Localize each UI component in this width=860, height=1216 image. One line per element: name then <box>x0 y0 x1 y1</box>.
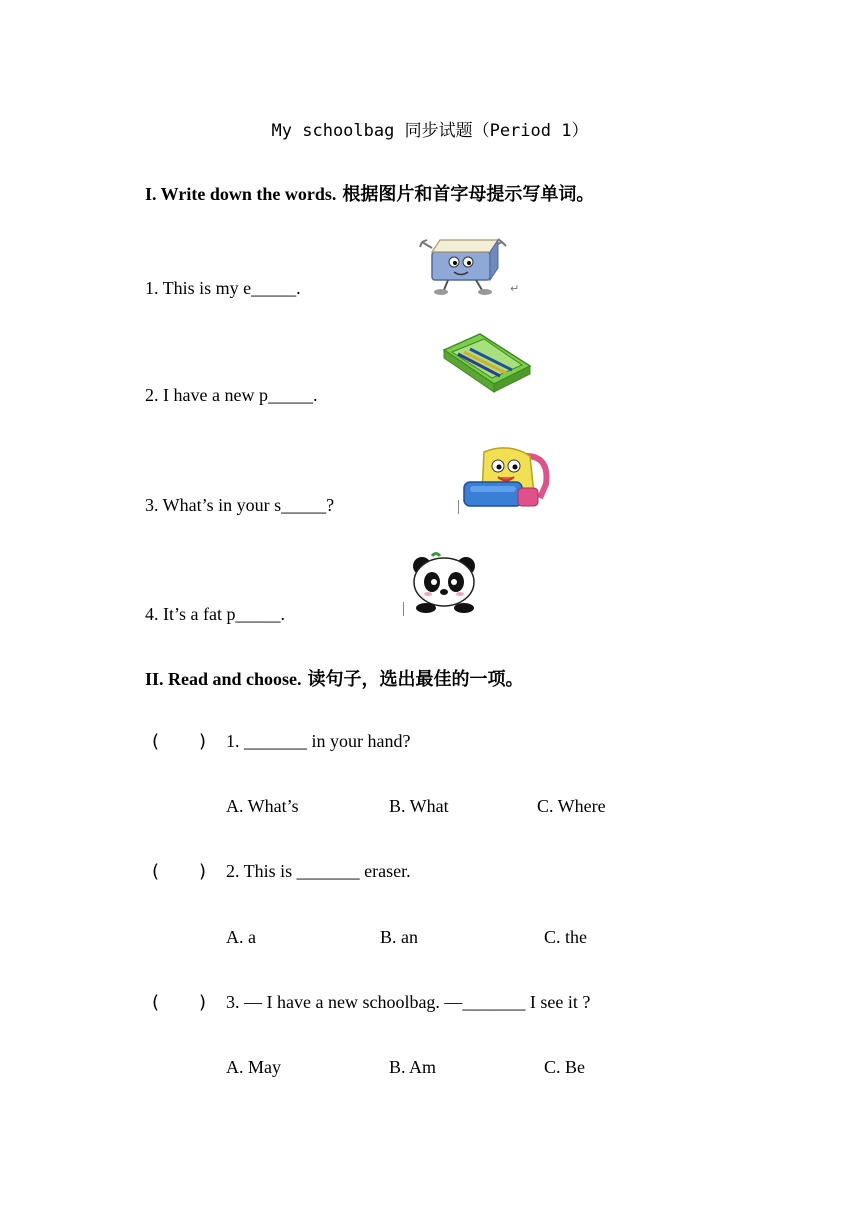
cursor-mark <box>403 602 404 616</box>
bracket-close: ) <box>199 992 207 1013</box>
answer-bracket <box>152 731 206 752</box>
return-mark-icon: ↵ <box>510 282 520 295</box>
choice-question-3: 3. — I have a new schoolbag. —_______ I see it ? <box>226 992 591 1012</box>
bracket-open: ( <box>152 731 160 752</box>
section-2-heading-cn: 读句子，选出最佳的一项。 <box>307 669 524 690</box>
choice-question-1: 1. _______ in your hand? <box>226 731 411 751</box>
section-2-heading <box>145 665 524 691</box>
option-a: A. a <box>226 927 256 947</box>
pencil-box-picture <box>440 332 532 394</box>
answer-bracket <box>152 992 206 1013</box>
write-item-1: 1. This is my e_____. <box>145 278 301 298</box>
panda-picture <box>402 552 490 614</box>
section-1-heading-en: I. Write down the words. <box>145 184 337 204</box>
cursor-mark <box>458 500 459 514</box>
bracket-close: ) <box>199 861 207 882</box>
answer-bracket <box>152 861 206 882</box>
page-title: My schoolbag 同步试题（Period 1） <box>271 121 589 141</box>
write-item-3: 3. What’s in your s_____? <box>145 495 335 515</box>
eraser-picture <box>418 234 510 296</box>
option-c: C. Be <box>544 1057 586 1077</box>
bracket-open: ( <box>152 992 160 1013</box>
option-c: C. the <box>544 927 587 947</box>
write-item-2: 2. I have a new p_____. <box>145 385 318 405</box>
option-b: B. What <box>389 796 449 816</box>
option-c: C. Where <box>537 796 606 816</box>
write-item-4: 4. It’s a fat p_____. <box>145 604 285 624</box>
bracket-close: ) <box>199 731 207 752</box>
section-2-heading-en: II. Read and choose. <box>145 669 302 689</box>
section-1-heading <box>145 180 594 206</box>
option-b: B. Am <box>389 1057 437 1077</box>
bracket-open: ( <box>152 861 160 882</box>
choice-question-2: 2. This is _______ eraser. <box>226 861 411 881</box>
option-a: A. What’s <box>226 796 299 816</box>
option-a: A. May <box>226 1057 281 1077</box>
option-b: B. an <box>380 927 418 947</box>
section-1-heading-cn: 根据图片和首字母提示写单词。 <box>342 184 595 205</box>
schoolbag-picture <box>460 444 552 510</box>
